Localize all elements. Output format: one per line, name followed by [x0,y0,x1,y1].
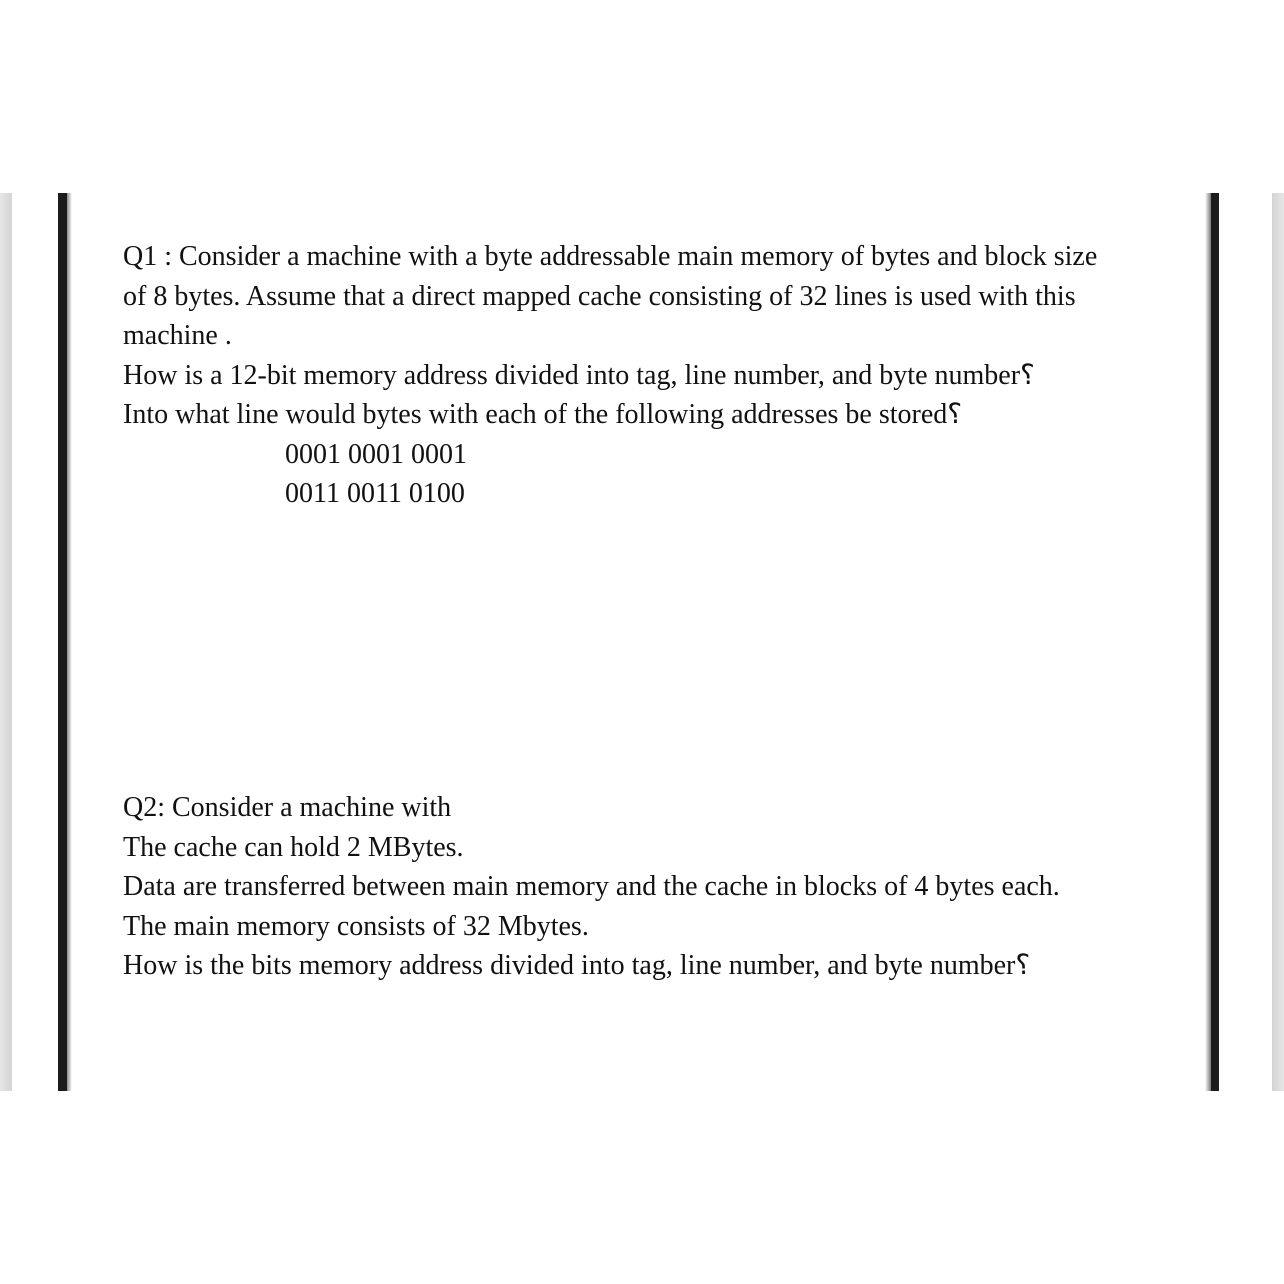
right-border-bar [1211,193,1219,1091]
question-1 [123,237,1173,514]
question-1-line: of 8 bytes. Assume that a direct mapped cache consisting of 32 lines is used with this [123,280,1076,312]
left-border-bar [58,193,67,1091]
left-border-shadow [67,193,72,1091]
question-2-line: Data are transferred between main memory and the cache in blocks of 4 bytes each. [123,871,1060,902]
question-2-line: The main memory consists of 32 Mbytes. [123,910,589,942]
question-1-line: machine . [123,320,232,351]
question-2-line: The cache can hold 2 MBytes. [123,831,464,863]
question-2 [123,788,1173,986]
question-2-line: Q2: Consider a machine with [123,792,452,823]
question-2-line: How is the bits memory address divided into tag, line number, and byte number؟ [123,950,1031,981]
address-item: 0011 0011 0100 [285,478,465,509]
question-1-line: Q1 : Consider a machine with a byte addressable main memory of bytes and block size [123,241,1098,272]
right-page-edge [1272,193,1284,1091]
question-1-line: Into what line would bytes with each of the following addresses be stored؟ [123,399,963,430]
question-1-line: How is a 12-bit memory address divided into tag, line number, and byte number؟ [123,359,1035,391]
left-page-edge [0,193,12,1091]
address-item: 0001 0001 0001 [285,438,467,470]
